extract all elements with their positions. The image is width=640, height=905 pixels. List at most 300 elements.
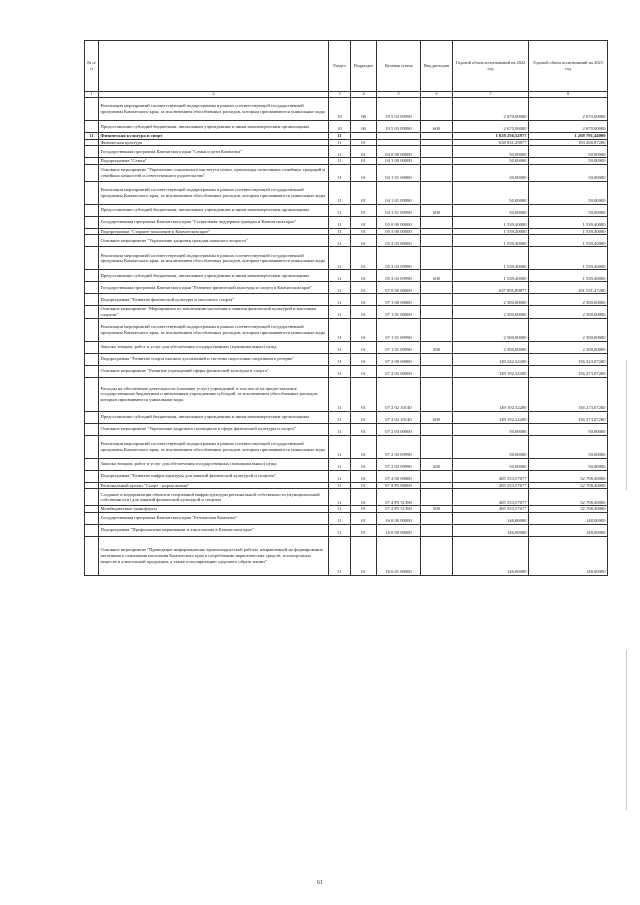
row-podrazdel: 01 (351, 282, 377, 294)
row-razdel: 11 (329, 294, 351, 306)
table-row (85, 98, 608, 121)
row-razdel: 11 (329, 133, 351, 140)
row-amount-2022: 50,00000 (453, 435, 529, 458)
row-amount-2023: 32 708,40000 (529, 489, 608, 506)
row-podrazdel: 01 (351, 489, 377, 506)
row-expense-type (421, 435, 453, 458)
row-amount-2023: 50,00000 (529, 146, 608, 158)
row-razdel: 11 (329, 482, 351, 489)
row-podrazdel: 01 (351, 139, 377, 146)
row-number (85, 228, 99, 235)
row-amount-2022: 2 670,00000 (453, 98, 529, 121)
row-amount-2022: 50,00000 (453, 458, 529, 470)
row-name: Предоставление субсидий бюджетным, автономным учреждениям и иным некоммерческим организациям (99, 270, 329, 282)
table-row (85, 341, 608, 353)
table-row (85, 482, 608, 489)
row-razdel: 11 (329, 506, 351, 513)
row-amount-2022: 2 670,00000 (453, 121, 529, 133)
row-name: Подпрограмма "Семья" (99, 158, 329, 165)
row-amount-2022: 149 242,32200 (453, 353, 529, 365)
row-razdel: 11 (329, 353, 351, 365)
row-target-article: 04 1 01 09990 (377, 204, 421, 216)
row-target-article: 07 1 01 00000 (377, 306, 421, 318)
row-target-article: 05 0 00 00000 (377, 216, 421, 228)
row-amount-2023: 50,00000 (529, 423, 608, 435)
row-amount-2022: 485 353,57677 (453, 470, 529, 482)
row-podrazdel: 01 (351, 318, 377, 341)
row-target-article: 07 2 03 09990 (377, 435, 421, 458)
row-expense-type (421, 216, 453, 228)
row-amount-2023: 32 708,40000 (529, 506, 608, 513)
row-name: Реализация мероприятий соответствующей подпрограммы в рамках соответствующей государственной программы Камчатского края, за исключением обособленных расходов, которым присваиваются уникальные коды (99, 247, 329, 270)
row-name: Предоставление субсидий бюджетным, автономным учреждениям и иным некоммерческим организациям (99, 411, 329, 423)
row-podrazdel: 06 (351, 121, 377, 133)
row-amount-2023: 148,00000 (529, 536, 608, 575)
row-podrazdel: 01 (351, 204, 377, 216)
row-expense-type (421, 181, 453, 204)
row-amount-2023: 1 539,40000 (529, 228, 608, 235)
row-name: Государственная программа Камчатского края "Семья и дети Камчатки" (99, 146, 329, 158)
table-row (85, 247, 608, 270)
row-amount-2023: 2 500,00000 (529, 341, 608, 353)
row-podrazdel: 01 (351, 423, 377, 435)
row-amount-2023: 50,00000 (529, 204, 608, 216)
column-index: 2 (99, 92, 329, 98)
row-podrazdel: 01 (351, 353, 377, 365)
row-podrazdel: 01 (351, 536, 377, 575)
row-amount-2023: 148,00000 (529, 512, 608, 524)
row-podrazdel: 01 (351, 306, 377, 318)
table-row (85, 536, 608, 575)
row-amount-2023: 50,00000 (529, 435, 608, 458)
row-razdel: 11 (329, 164, 351, 181)
table-row (85, 204, 608, 216)
header-razdel: Раздел (329, 41, 351, 92)
row-name: Физическая культура и спорт (99, 133, 329, 140)
table-row (85, 377, 608, 411)
table-row (85, 306, 608, 318)
table-row (85, 133, 608, 140)
row-razdel: 11 (329, 158, 351, 165)
row-number (85, 411, 99, 423)
row-expense-type (421, 524, 453, 536)
row-amount-2022: 1 539,40000 (453, 216, 529, 228)
row-expense-type (421, 294, 453, 306)
row-razdel: 11 (329, 235, 351, 247)
row-expense-type (421, 470, 453, 482)
row-target-article: 16 6 01 00000 (377, 536, 421, 575)
header-expense-type: Вид расходов (421, 41, 453, 92)
row-podrazdel: 01 (351, 506, 377, 513)
row-podrazdel: 01 (351, 146, 377, 158)
row-number (85, 139, 99, 146)
row-number (85, 216, 99, 228)
row-name: Реализация мероприятий соответствующей подпрограммы в рамках соответствующей государственной программы Камчатского края, за исключением обособленных расходов, которым присваиваются уникальные коды (99, 98, 329, 121)
row-podrazdel: 01 (351, 247, 377, 270)
column-index: 5 (377, 92, 421, 98)
row-target-article: 19 5 03 09990 (377, 121, 421, 133)
row-podrazdel: 01 (351, 164, 377, 181)
row-number (85, 458, 99, 470)
row-number (85, 181, 99, 204)
table-row (85, 270, 608, 282)
table-row (85, 411, 608, 423)
row-podrazdel: 01 (351, 228, 377, 235)
row-number (85, 470, 99, 482)
row-target-article (377, 139, 421, 146)
row-expense-type (421, 512, 453, 524)
row-target-article: 04 1 01 09990 (377, 181, 421, 204)
row-number (85, 341, 99, 353)
row-amount-2023: 32 708,40000 (529, 482, 608, 489)
row-amount-2023: 156 273,07200 (529, 365, 608, 377)
header-num: № п/п (85, 41, 99, 92)
row-amount-2022: 1 828 256,52977 (453, 133, 529, 140)
column-index: 3 (329, 92, 351, 98)
row-name: Подпрограмма "Профилактика наркомании и алкоголизма в Камчатском крае" (99, 524, 329, 536)
row-podrazdel: 01 (351, 270, 377, 282)
row-target-article: 07 2 02 10140 (377, 411, 421, 423)
row-amount-2023: 32 708,40000 (529, 470, 608, 482)
row-number (85, 524, 99, 536)
row-target-article: 07 2 02 10140 (377, 377, 421, 411)
row-amount-2023: 50,00000 (529, 458, 608, 470)
row-target-article: 05 3 00 00000 (377, 228, 421, 235)
row-amount-2022: 50,00000 (453, 204, 529, 216)
row-number (85, 270, 99, 282)
row-amount-2023: 50,00000 (529, 158, 608, 165)
row-amount-2023: 50,00000 (529, 181, 608, 204)
row-razdel: 11 (329, 435, 351, 458)
row-target-article: 05 3 03 09990 (377, 270, 421, 282)
row-razdel: 11 (329, 411, 351, 423)
row-podrazdel: 01 (351, 235, 377, 247)
row-expense-type (421, 423, 453, 435)
row-razdel: 11 (329, 318, 351, 341)
row-amount-2022: 149 192,32200 (453, 365, 529, 377)
row-razdel: 11 (329, 247, 351, 270)
row-number (85, 506, 99, 513)
table-row (85, 435, 608, 458)
row-amount-2022: 50,00000 (453, 158, 529, 165)
row-amount-2022: 146,00000 (453, 536, 529, 575)
table-row (85, 282, 608, 294)
row-razdel: 11 (329, 365, 351, 377)
table-row (85, 365, 608, 377)
row-target-article: 07 0 00 00000 (377, 282, 421, 294)
row-expense-type (421, 489, 453, 506)
row-expense-type (421, 377, 453, 411)
budget-table (84, 40, 608, 576)
table-row (85, 512, 608, 524)
row-target-article: 04 1 00 00000 (377, 158, 421, 165)
row-podrazdel: 01 (351, 181, 377, 204)
row-amount-2023: 1 539,40000 (529, 216, 608, 228)
row-target-article: 07 2 03 00000 (377, 423, 421, 435)
row-name: Подпрограмма "Развитие инфраструктуры для занятий физической культурой и спортом" (99, 470, 329, 482)
table-row (85, 121, 608, 133)
row-podrazdel: 01 (351, 512, 377, 524)
row-target-article: 07 2 02 00000 (377, 365, 421, 377)
row-name: Закупка товаров, работ и услуг для обеспечения государственных (муниципальных) нужд (99, 458, 329, 470)
row-number (85, 482, 99, 489)
row-razdel: 11 (329, 139, 351, 146)
table-header-row (85, 41, 608, 92)
row-name: Физическая культура (99, 139, 329, 146)
row-razdel: 11 (329, 228, 351, 235)
row-expense-type (421, 133, 453, 140)
row-number (85, 512, 99, 524)
row-target-article: 05 3 03 00000 (377, 235, 421, 247)
row-amount-2022: 149 192,32200 (453, 411, 529, 423)
row-amount-2022: 50,00000 (453, 423, 529, 435)
row-name: Государственная программа Камчатского края "Безопасная Камчатка" (99, 512, 329, 524)
row-amount-2023: 1 539,40000 (529, 235, 608, 247)
row-podrazdel: 01 (351, 411, 377, 423)
row-expense-type (421, 164, 453, 181)
row-amount-2022: 2 500,00000 (453, 341, 529, 353)
scan-edge-mark (626, 650, 627, 810)
table-row (85, 139, 608, 146)
row-name: Предоставление субсидий бюджетным, автономным учреждениям и иным некоммерческим организациям (99, 121, 329, 133)
row-razdel: 11 (329, 512, 351, 524)
row-amount-2022: 146,00000 (453, 524, 529, 536)
row-expense-type (421, 353, 453, 365)
row-amount-2022: 2 500,00000 (453, 294, 529, 306)
row-name: Создание и модернизация объектов спортивной инфраструктуры региональной собственности (муниципальной собственности) для занятий физической культурой и спортом (99, 489, 329, 506)
row-podrazdel: 01 (351, 377, 377, 411)
row-target-article: 05 3 03 09990 (377, 247, 421, 270)
row-amount-2023: 2 500,00000 (529, 318, 608, 341)
row-razdel: 11 (329, 216, 351, 228)
row-razdel: 11 (329, 181, 351, 204)
budget-document (84, 40, 607, 576)
header-target-article: Целевая статья (377, 41, 421, 92)
row-number (85, 306, 99, 318)
table-row (85, 228, 608, 235)
row-target-article: 07 1 01 09990 (377, 341, 421, 353)
table-row (85, 353, 608, 365)
row-target-article: 07 4 00 00000 (377, 470, 421, 482)
row-amount-2023: 191 531,47200 (529, 282, 608, 294)
row-name: Региональный проект "Спорт - норма жизни" (99, 482, 329, 489)
row-number: 11 (85, 133, 99, 140)
row-name: Реализация мероприятий соответствующей подпрограммы в рамках соответствующей государственной программы Камчатского края, за исключением обособленных расходов, которым присваиваются уникальные коды (99, 181, 329, 204)
row-target-article: 07 4 P5 51390 (377, 506, 421, 513)
table-row (85, 216, 608, 228)
column-index: 8 (529, 92, 608, 98)
row-target-article: 16 0 00 00000 (377, 512, 421, 524)
column-index: 7 (453, 92, 529, 98)
row-expense-type (421, 98, 453, 121)
row-name: Реализация мероприятий соответствующей подпрограммы в рамках соответствующей государственной программы Камчатского края, за исключением обособленных расходов, которым присваиваются уникальные коды (99, 318, 329, 341)
table-row (85, 458, 608, 470)
row-amount-2022: 1 539,40000 (453, 228, 529, 235)
row-amount-2023: 156 273,07200 (529, 377, 608, 411)
page-number: 61 (317, 880, 323, 886)
row-target-article: 19 5 03 09990 (377, 98, 421, 121)
row-number (85, 204, 99, 216)
row-name: Подпрограмма "Старшее поколение в Камчатском крае" (99, 228, 329, 235)
row-expense-type (421, 247, 453, 270)
row-amount-2022: 637 095,89877 (453, 282, 529, 294)
row-number (85, 489, 99, 506)
row-name: Основное мероприятие "Проведение информационно-пропагандистской работы, направленной на формирование негативного отношения населения Камчатского края к потреблению наркотических средств, психотропных веществ и алкогольной продукции, а также популяризацию здорового образа жизни" (99, 536, 329, 575)
row-number (85, 353, 99, 365)
row-number (85, 365, 99, 377)
row-target-article: 07 2 00 00000 (377, 353, 421, 365)
row-razdel: 11 (329, 470, 351, 482)
row-amount-2022: 485 353,57677 (453, 506, 529, 513)
row-amount-2022: 2 500,00000 (453, 306, 529, 318)
row-expense-type: 200 (421, 458, 453, 470)
row-number (85, 235, 99, 247)
row-number (85, 121, 99, 133)
row-target-article: 07 1 01 09990 (377, 318, 421, 341)
row-expense-type: 600 (421, 121, 453, 133)
row-razdel: 11 (329, 536, 351, 575)
row-razdel: 10 (329, 98, 351, 121)
row-amount-2023: 50,00000 (529, 164, 608, 181)
row-number (85, 318, 99, 341)
row-name: Основное мероприятие "Укрепление социального института семьи, пропаганда позитивных семейных традиций и семейных ценностей и ответственного родительства" (99, 164, 329, 181)
row-amount-2023: 2 500,00000 (529, 306, 608, 318)
header-amount-2022: Годовой объем ассигнований на 2022 год (453, 41, 529, 92)
row-razdel: 11 (329, 204, 351, 216)
row-razdel: 11 (329, 282, 351, 294)
row-name: Подпрограмма "Развитие спорта высших достижений и системы подготовки спортивного резерва" (99, 353, 329, 365)
row-razdel: 10 (329, 121, 351, 133)
row-razdel: 11 (329, 423, 351, 435)
row-razdel: 11 (329, 377, 351, 411)
row-amount-2022: 149 192,32200 (453, 377, 529, 411)
row-razdel: 11 (329, 341, 351, 353)
row-expense-type: 600 (421, 270, 453, 282)
row-expense-type (421, 536, 453, 575)
row-expense-type: 500 (421, 506, 453, 513)
row-amount-2023: 1 539,40000 (529, 247, 608, 270)
row-podrazdel: 06 (351, 98, 377, 121)
scan-edge-mark (626, 360, 627, 490)
row-expense-type: 200 (421, 341, 453, 353)
row-target-article (377, 133, 421, 140)
row-amount-2023: 2 500,00000 (529, 294, 608, 306)
header-name (99, 41, 329, 92)
row-target-article: 07 4 P5 51390 (377, 489, 421, 506)
row-number (85, 98, 99, 121)
row-name: Межбюджетные трансферты (99, 506, 329, 513)
row-name: Закупка товаров, работ и услуг для обеспечения государственных (муниципальных) нужд (99, 341, 329, 353)
row-expense-type (421, 482, 453, 489)
row-razdel: 11 (329, 524, 351, 536)
row-expense-type (421, 139, 453, 146)
table-row (85, 423, 608, 435)
table-row (85, 146, 608, 158)
row-number (85, 146, 99, 158)
row-name: Государственная программа Камчатского края "Социальная поддержка граждан в Камчатском крае" (99, 216, 329, 228)
row-amount-2023: 148,00000 (529, 524, 608, 536)
row-amount-2023: 1 539,40000 (529, 270, 608, 282)
row-podrazdel: 01 (351, 470, 377, 482)
row-razdel: 11 (329, 458, 351, 470)
row-razdel: 11 (329, 306, 351, 318)
row-expense-type: 600 (421, 204, 453, 216)
row-target-article: 04 0 00 00000 (377, 146, 421, 158)
table-row (85, 158, 608, 165)
row-amount-2022: 50,00000 (453, 181, 529, 204)
row-target-article: 16 6 00 00000 (377, 524, 421, 536)
column-index: 1 (85, 92, 99, 98)
row-podrazdel: 01 (351, 216, 377, 228)
row-amount-2023: 193 268,87200 (529, 139, 608, 146)
row-amount-2022: 50,00000 (453, 164, 529, 181)
table-row (85, 506, 608, 513)
row-amount-2023: 1 268 791,44000 (529, 133, 608, 140)
row-number (85, 247, 99, 270)
row-number (85, 294, 99, 306)
row-amount-2022: 1 539,40000 (453, 247, 529, 270)
row-name: Подпрограмма "Развитие физической культуры и массового спорта" (99, 294, 329, 306)
row-amount-2022: 638 831,29877 (453, 139, 529, 146)
row-expense-type (421, 228, 453, 235)
row-amount-2023: 156 273,07200 (529, 411, 608, 423)
row-expense-type: 600 (421, 411, 453, 423)
row-expense-type (421, 306, 453, 318)
header-amount-2023: Годовой объем ассигнований на 2023 год (529, 41, 608, 92)
table-row (85, 164, 608, 181)
row-expense-type (421, 235, 453, 247)
row-razdel: 11 (329, 146, 351, 158)
table-row (85, 470, 608, 482)
row-podrazdel: 01 (351, 294, 377, 306)
row-name: Основное мероприятие "Мероприятия по вовлечению населения в занятия физической культурой и массовым спортом" (99, 306, 329, 318)
row-podrazdel: 01 (351, 158, 377, 165)
row-name: Предоставление субсидий бюджетным, автономным учреждениям и иным некоммерческим организациям (99, 204, 329, 216)
column-index: 4 (351, 92, 377, 98)
row-amount-2023: 156 323,07200 (529, 353, 608, 365)
row-number (85, 423, 99, 435)
row-name: Расходы на обеспечение деятельности (оказание услуг) учреждений, в том числе на предоставление государственным бюджетным и автономным учреждениям субсидий, за исключением обособленных расходов, которым присваиваются уникальные коды (99, 377, 329, 411)
table-row (85, 235, 608, 247)
row-expense-type (421, 365, 453, 377)
row-target-article: 07 4 P5 00000 (377, 482, 421, 489)
row-expense-type (421, 318, 453, 341)
row-amount-2022: 1 539,40000 (453, 235, 529, 247)
column-index: 6 (421, 92, 453, 98)
row-amount-2022: 146,00000 (453, 512, 529, 524)
table-row (85, 489, 608, 506)
row-expense-type (421, 282, 453, 294)
row-amount-2022: 50,00000 (453, 146, 529, 158)
row-name: Реализация мероприятий соответствующей подпрограммы в рамках соответствующей государственной программы Камчатского края, за исключением обособленных расходов, которым присваиваются уникальные коды (99, 435, 329, 458)
header-podrazdel: Подраздел (351, 41, 377, 92)
table-row (85, 294, 608, 306)
row-amount-2023: 2 670,00000 (529, 98, 608, 121)
row-name: Основное мероприятие "Укрепление здоровья граждан пожилого возраста" (99, 235, 329, 247)
row-name: Основное мероприятие "Укрепление кадрового потенциала в сфере физической культуры и спорта" (99, 423, 329, 435)
table-row (85, 524, 608, 536)
row-podrazdel: 01 (351, 524, 377, 536)
row-number (85, 377, 99, 411)
row-number (85, 536, 99, 575)
row-podrazdel (351, 133, 377, 140)
row-razdel: 11 (329, 270, 351, 282)
row-amount-2022: 1 539,40000 (453, 270, 529, 282)
row-razdel: 11 (329, 489, 351, 506)
row-amount-2022: 485 353,57677 (453, 489, 529, 506)
row-number (85, 164, 99, 181)
row-podrazdel: 01 (351, 482, 377, 489)
